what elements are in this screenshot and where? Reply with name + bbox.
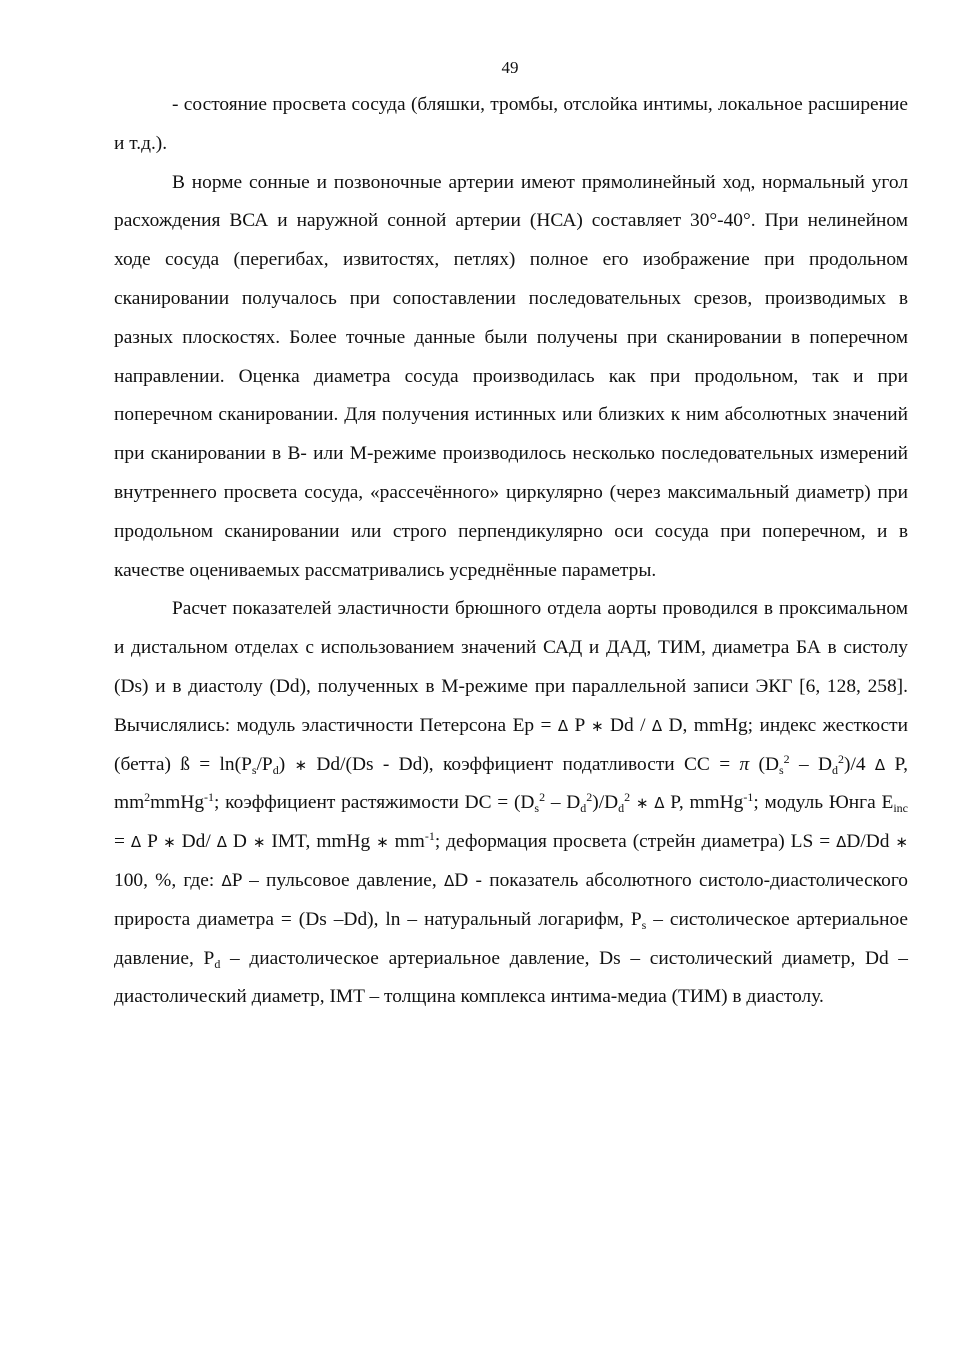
paragraph-lumen-state: - состояние просвета сосуда (бляшки, тромбы, отслойка интимы, локальное расширение и т.д.). — [114, 94, 908, 154]
page-number: 49 — [501, 58, 519, 77]
paragraph-elasticity-calculation: Расчет показателей эластичности брюшного отдела аорты проводился в проксимальном и дистальном отделах с использованием значений САД и ДАД, ТИМ, диаметра БА в систолу (Ds) и в диастолу (Dd), полученных в М-режиме при параллельной записи ЭКГ [6, 128, 258]. Вычислялись: модуль эластичности Петерсона Ep = Δ P ∗ Dd / Δ D, mmHg; индекс жесткости (бетта) ß = $\ln(P_s/P_d)$ ∗ Dd/(Ds - Dd), коэффициент податливости CC = π $(D_s^2 - D_d^2)/4$ Δ P, $mm^2mmHg^{-1}$; коэффициент растяжимости DC = $(D_s^2 - D_d^2)/D_d^2$ ∗ Δ P, mmHg$^{-1}$; модуль Юнга $E_{inc} = \Delta$ P ∗ Dd/ Δ D ∗ IMT, mmHg ∗ $mm^{-1}$; деформация просвета (стрейн диаметра) LS = ΔD/Dd ∗ 100, %, где: ΔP – пульсовое давление, ΔD - показатель абсолютного систоло-диастолического прироста диаметра = (Ds –Dd), ln – натуральный логарифм, $P_s$ – систолическое артериальное давление, $P_d$ – диастолическое артериальное давление, Ds – систолический диаметр, Dd – диастолический диаметр, IMT – толщина комплекса интима-медиа (ТИМ) в диастолу. — [114, 598, 909, 1008]
body-text — [114, 86, 908, 1017]
paragraph-arteries-norm: В норме сонные и позвоночные артерии имеют прямолинейный ход, нормальный угол расхождения ВСА и наружной сонной артерии (НСА) составляет 30°-40°. При нелинейном ходе сосуда (перегибах, извитостях, петлях) полное его изображение при продольном сканировании получалось при сопоставлении последовательных срезов, производимых в разных плоскостях. Более точные данные были получены при сканировании в поперечном направлении. Оценка диаметра сосуда производилась как при продольном, так и при поперечном сканировании. Для получения истинных или близких к ним абсолютных значений при сканировании в В- или М-режиме производилось несколько последовательных измерений внутреннего просвета сосуда, «рассечённого» циркулярно (через максимальный диаметр) при продольном сканировании или строго перпендикулярно оси сосуда при поперечном, и в качестве оцениваемых рассматривались усреднённые параметры. — [114, 171, 908, 581]
